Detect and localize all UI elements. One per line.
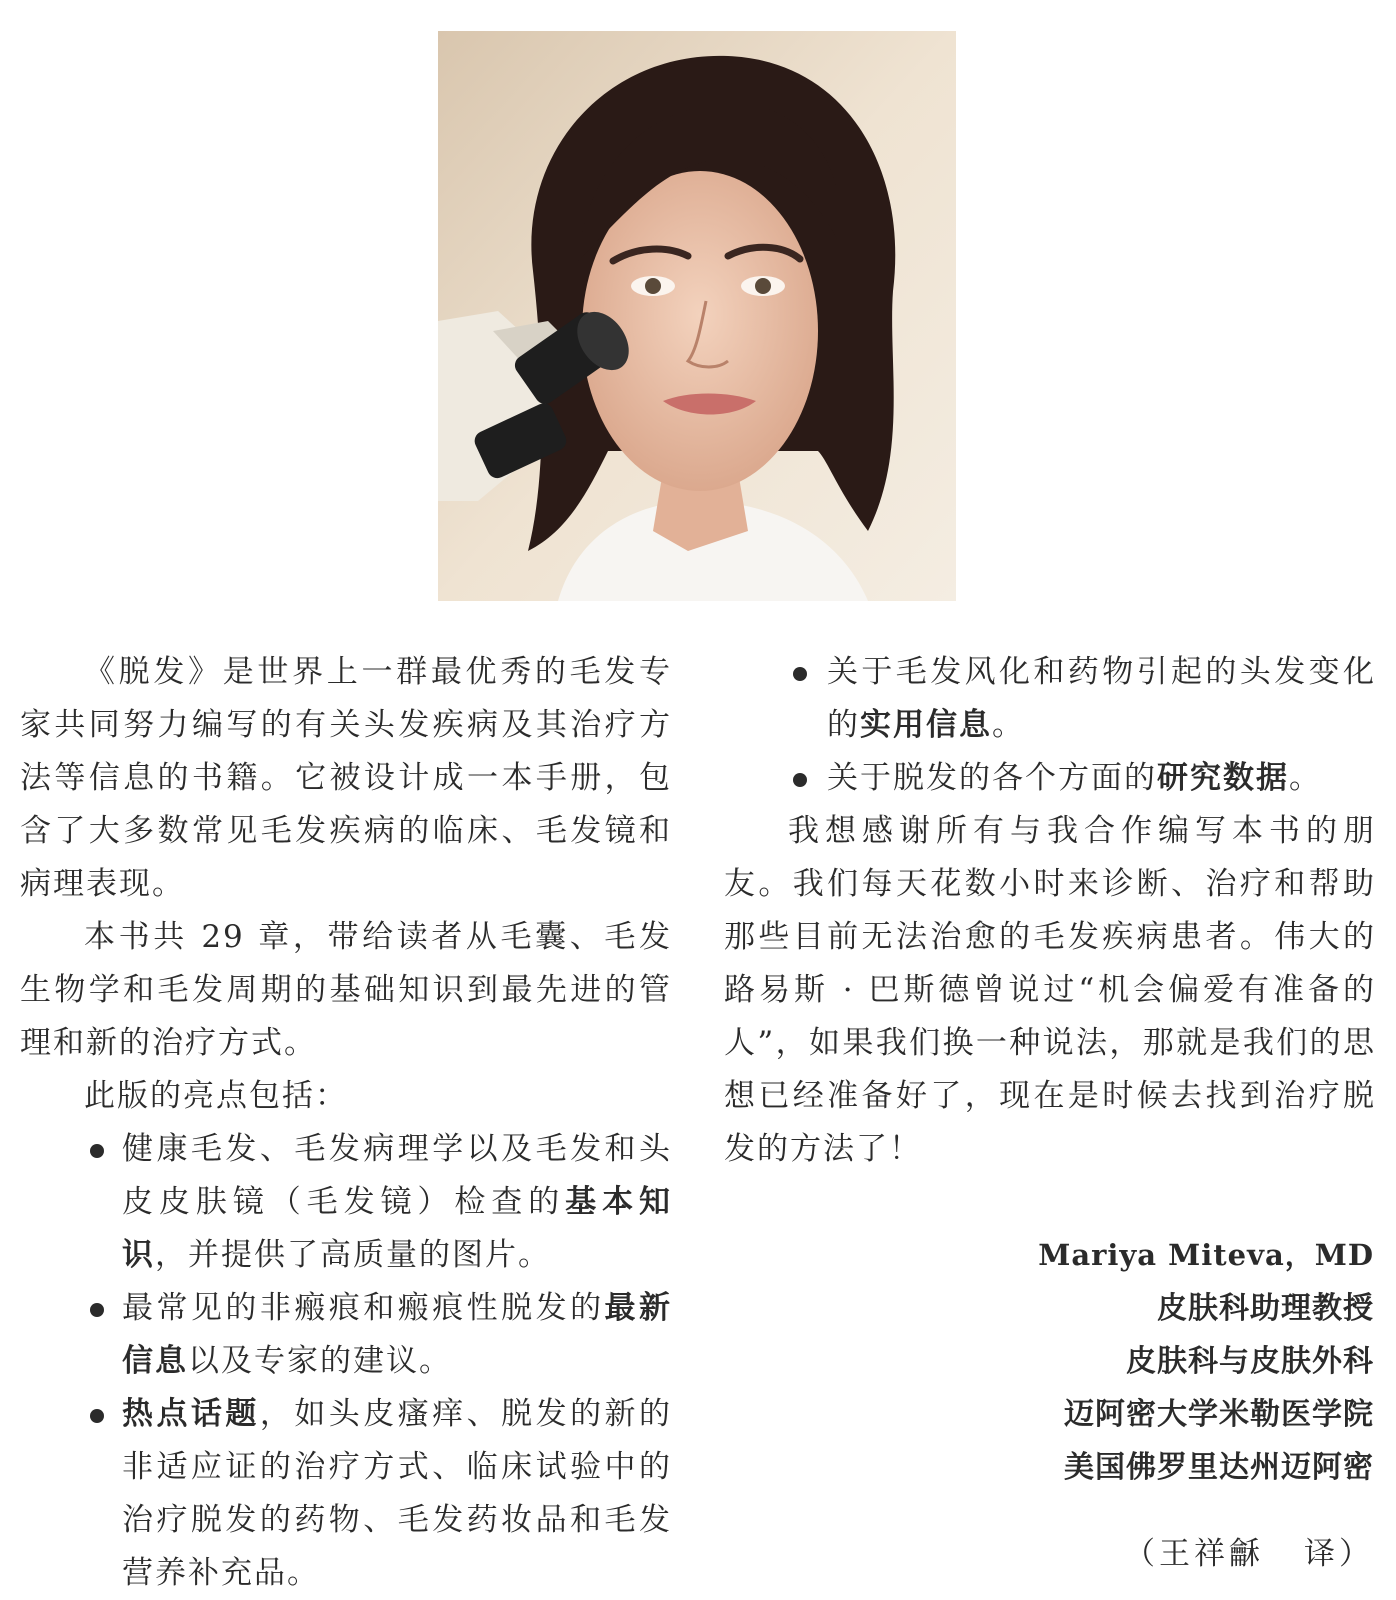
- list-item: 关于毛发风化和药物引起的头发变化的实用信息。: [724, 646, 1376, 752]
- right-text-column: [724, 646, 1376, 1176]
- author-portrait-image: [438, 31, 956, 601]
- translator-credit: （王祥龢 译）: [1124, 1536, 1374, 1572]
- highlights-list-continued: [724, 646, 1376, 805]
- author-signature: [874, 1229, 1374, 1494]
- highlights-list: [20, 1123, 672, 1600]
- author-school: 迈阿密大学米勒医学院: [1064, 1397, 1374, 1432]
- list-item: 热点话题，如头皮瘙痒、脱发的新的非适应证的治疗方式、临床试验中的治疗脱发的药物、毛发药妆品和毛发营养补充品。: [20, 1388, 672, 1600]
- translator-role: 译: [1304, 1536, 1339, 1572]
- author-department: 皮肤科与皮肤外科: [1126, 1344, 1374, 1379]
- chapters-paragraph: 本书共 29 章，带给读者从毛囊、毛发生物学和毛发周期的基础知识到最先进的管理和新的治疗方式。: [20, 919, 672, 1061]
- translator-name: 王祥龢: [1159, 1536, 1264, 1572]
- list-item: 健康毛发、毛发病理学以及毛发和头皮皮肤镜（毛发镜）检查的基本知识，并提供了高质量的图片。: [20, 1123, 672, 1282]
- author-photo: [438, 31, 956, 601]
- left-text-column: [20, 646, 672, 1600]
- list-item: 关于脱发的各个方面的研究数据。: [724, 752, 1376, 805]
- intro-paragraph: 《脱发》是世界上一群最优秀的毛发专家共同努力编写的有关头发疾病及其治疗方法等信息的书籍。它被设计成一本手册，包含了大多数常见毛发疾病的临床、毛发镜和病理表现。: [20, 654, 672, 902]
- author-title: 皮肤科助理教授: [1157, 1291, 1374, 1326]
- highlights-intro: 此版的亮点包括：: [84, 1078, 348, 1114]
- author-location: 美国佛罗里达州迈阿密: [1064, 1450, 1374, 1485]
- list-item: 最常见的非瘢痕和瘢痕性脱发的最新信息以及专家的建议。: [20, 1282, 672, 1388]
- acknowledgement-paragraph: 我想感谢所有与我合作编写本书的朋友。我们每天花数小时来诊断、治疗和帮助那些目前无法治愈的毛发疾病患者。伟大的路易斯 · 巴斯德曾说过“机会偏爱有准备的人”，如果我们换一种说法，那就是我们的思想已经准备好了，现在是时候去找到治疗脱发的方法了！: [724, 813, 1376, 1167]
- author-name: Mariya Miteva，MD: [1038, 1238, 1374, 1272]
